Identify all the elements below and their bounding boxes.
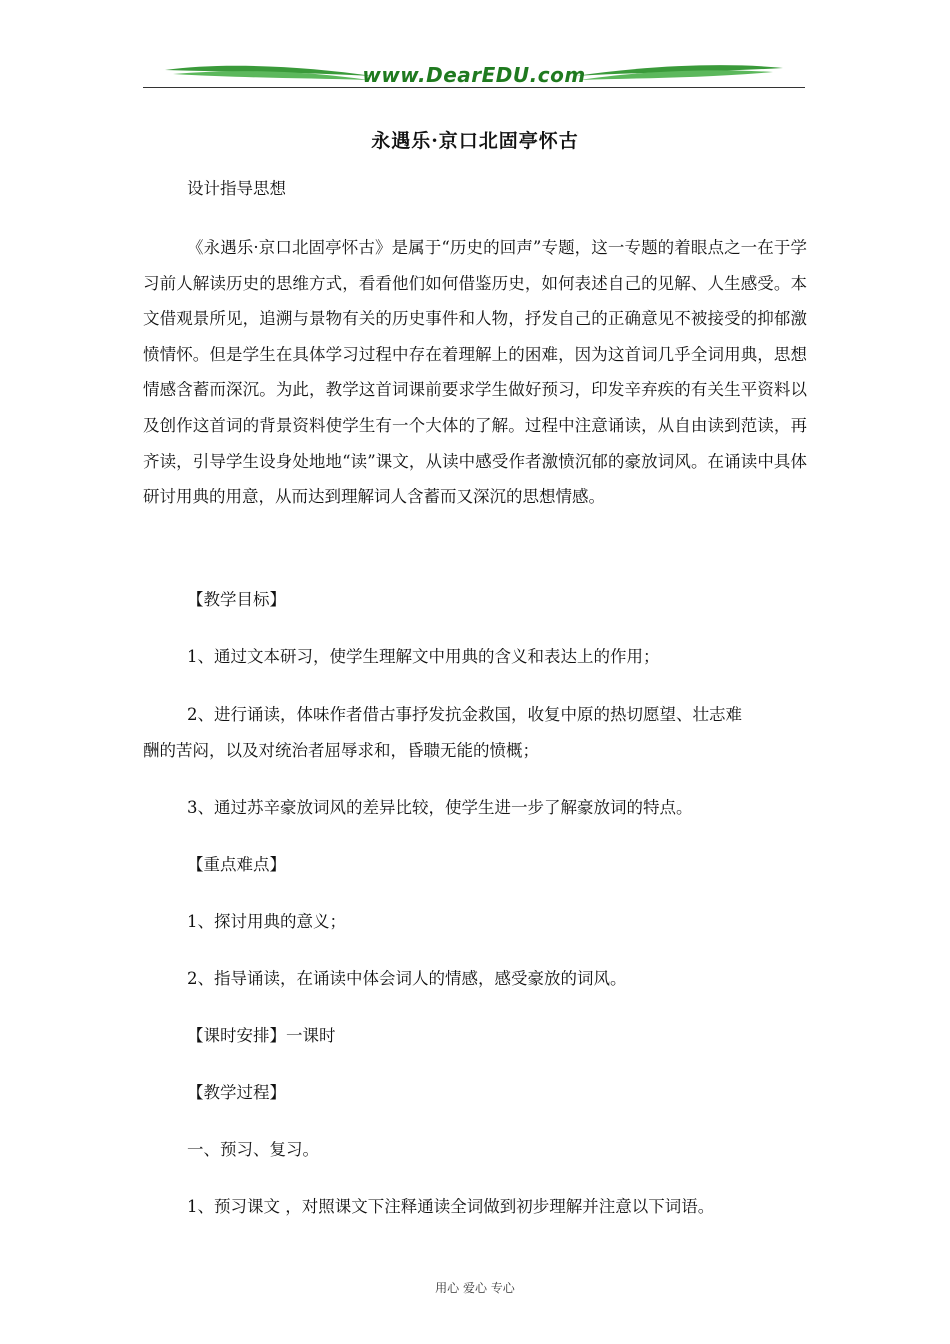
goal-item-2-line-1: 2、进行诵读，体味作者借古事抒发抗金救国，收复中原的热切愿望、壮志难 — [187, 705, 742, 724]
schedule-line — [187, 1022, 336, 1046]
section-heading: 设计指导思想 — [187, 179, 286, 198]
goals-heading: 【教学目标】 — [187, 590, 286, 609]
intro-paragraph: 《永遇乐·京口北固亭怀古》是属于“历史的回声”专题，这一专题的着眼点之一在于学习前人解读历史的思维方式，看看他们如何借鉴历史，如何表述自己的见解、人生感受。本文借观景所见，追溯与景物有关的历史事件和人物，抒发自己的正确意见不被接受的抑郁激愤情怀。但是学生在具体学习过程中存在着理解上的困难，因为这首词几乎全词用典，思想情感含蓄而深沉。为此，教学这首词课前要求学生做好预习，印发辛弃疾的有关生平资料以及创作这首词的背景资料使学生有一个大体的了解。过程中注意诵读，从自由读到范读，再齐读，引导学生设身处地地“读”课文，从读中感受作者激愤沉郁的豪放词风。在诵读中具体研讨用典的用意，从而达到理解词人含蓄而又深沉的思想情感。 — [143, 238, 807, 507]
header-divider — [143, 87, 805, 88]
process-step-1-item-1: 1、预习课文 ，对照课文下注释通读全词做到初步理解并注意以下词语。 — [187, 1197, 715, 1216]
goal-item-2-line-2: 酬的苦闷，以及对统治者屈辱求和，昏聩无能的愤概； — [143, 741, 539, 760]
goal-item-3: 3、通过苏辛豪放词风的差异比较，使学生进一步了解豪放词的特点。 — [187, 798, 693, 817]
key-points-heading: 【重点难点】 — [187, 855, 286, 874]
key-point-item-2: 2、指导诵读，在诵读中体会词人的情感，感受豪放的词风。 — [187, 969, 627, 988]
site-header — [143, 58, 805, 92]
site-logo: www.DearEDU.com — [362, 63, 586, 87]
schedule-value: 一课时 — [286, 1026, 336, 1045]
key-point-item-1: 1、探讨用典的意义； — [187, 912, 346, 931]
process-step-1: 一、预习、复习。 — [187, 1140, 319, 1159]
goal-item-1: 1、通过文本研习，使学生理解文中用典的含义和表达上的作用； — [187, 647, 660, 666]
page-title: 永遇乐·京口北固亭怀古 — [371, 130, 579, 152]
schedule-label: 【课时安排】 — [187, 1026, 286, 1045]
process-heading: 【教学过程】 — [187, 1083, 286, 1102]
page-footer: 用心 爱心 专心 — [435, 1281, 515, 1295]
